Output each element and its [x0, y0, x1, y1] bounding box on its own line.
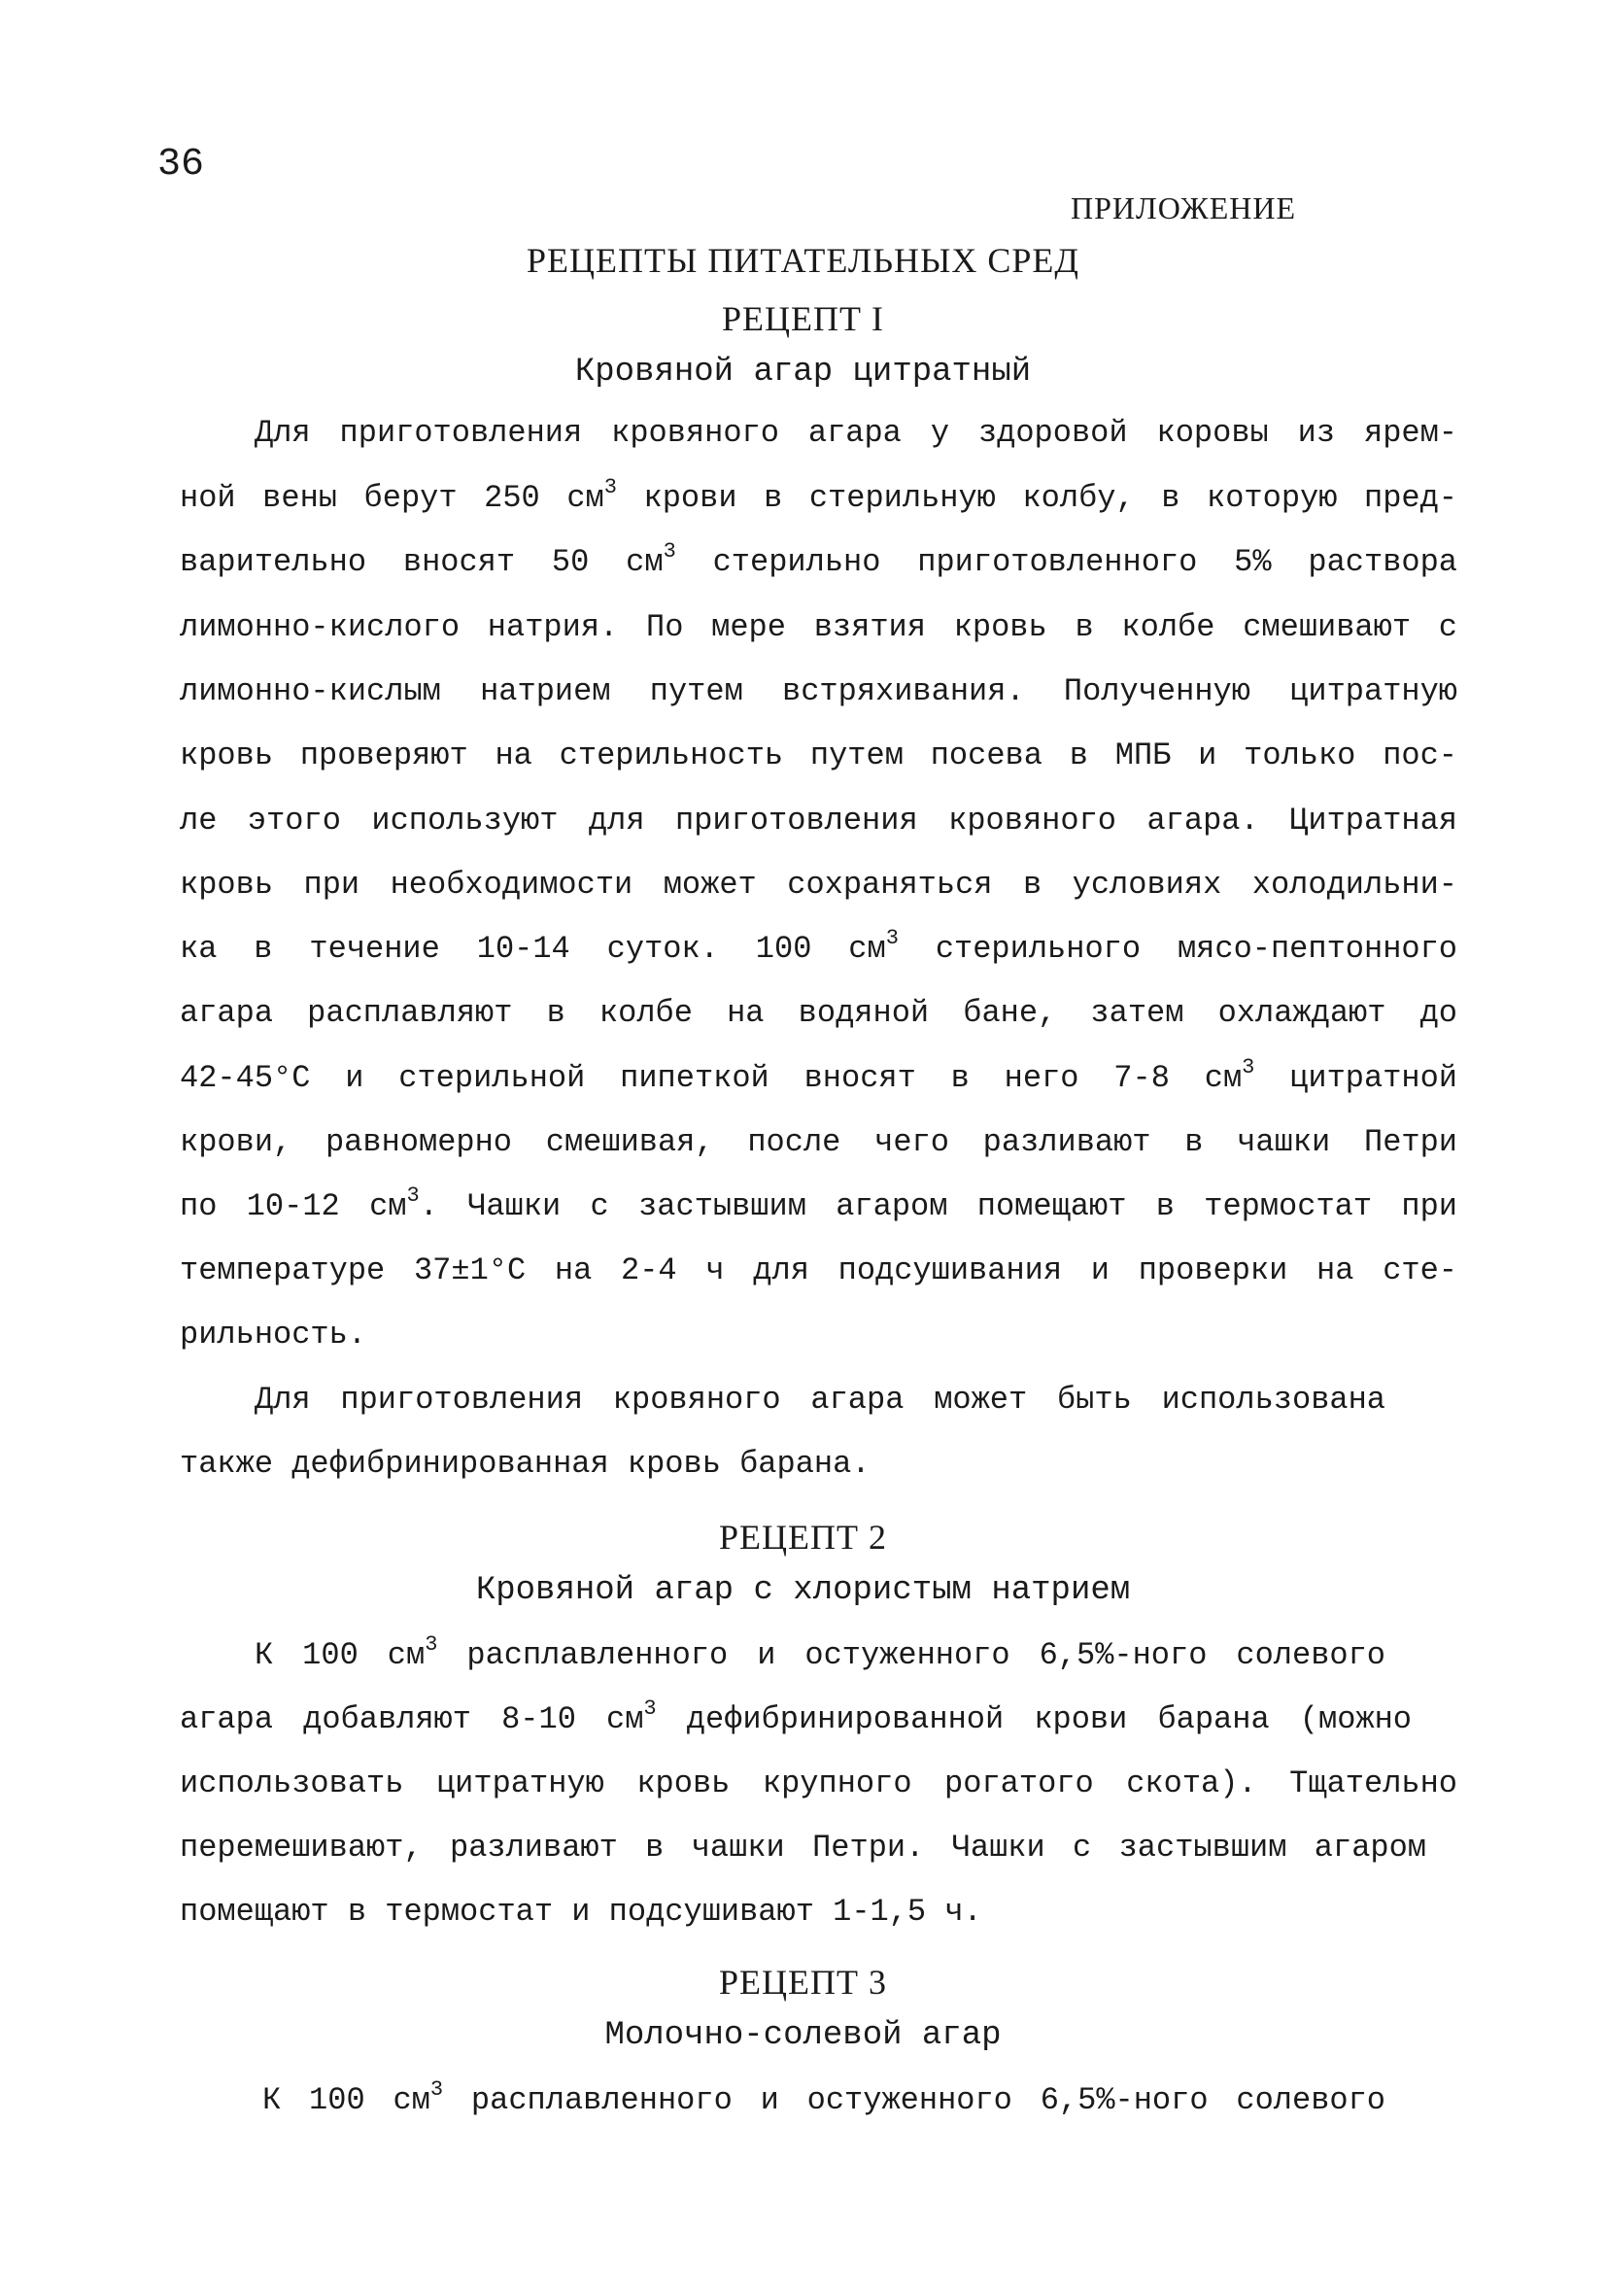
recipe-1-line: по 10-12 $см^3$. Чашки с застывшим агаром помещают в термостат при — [180, 1183, 1458, 1224]
recipe-1-line: ле этого используют для приготовления кровяного агара. Цитратная — [180, 803, 1457, 839]
recipe-1-name: Кровяной агар цитратный — [574, 354, 1032, 391]
recipe-1-line: Для приготовления кровяного агара может быть использована — [255, 1382, 1385, 1418]
recipe-2-heading: РЕЦЕПТ 2 — [719, 1518, 887, 1557]
recipe-1-line: лимонно-кислым натрием путем встряхивания. Полученную цитратную — [180, 673, 1457, 709]
recipe-2-line: К 100 $см^3$ расплавленного и остуженного 6,5%-ного солевого — [255, 1632, 1386, 1673]
recipe-1-line: агара расплавляют в колбе на водяной бане, затем охлаждают до — [180, 995, 1457, 1031]
recipe-1-line: рильность. — [180, 1317, 367, 1353]
recipe-1-line: кровь при необходимости может сохраняться в условиях холодильни- — [180, 867, 1457, 903]
recipe-1-heading: РЕЦЕПТ I — [722, 299, 884, 338]
recipe-1-line: температуре 37±1°С на 2-4 ч для подсушивания и проверки на сте- — [180, 1252, 1457, 1288]
recipe-3-name: Молочно-солевой агар — [604, 2017, 1002, 2054]
recipe-1-line: 42-45°С и стерильной пипеткой вносят в него 7-8 $см^3$ цитратной — [180, 1055, 1458, 1096]
recipe-1-line: крови, равномерно смешивая, после чего разливают в чашки Петри — [180, 1124, 1457, 1160]
page-number: 36 — [157, 143, 205, 187]
recipe-3-heading: РЕЦЕПТ 3 — [719, 1963, 887, 2002]
recipe-1-line: лимонно-кислого натрия. По мере взятия кровь в колбе смешивают с — [180, 609, 1457, 645]
recipe-2-line: помещают в термостат и подсушивают 1-1,5 ч. — [180, 1894, 982, 1930]
recipe-2-line: перемешивают, разливают в чашки Петри. Чашки с застывшим агаром — [180, 1830, 1426, 1866]
section-title: РЕЦЕПТЫ ПИТАТЕЛЬНЫХ СРЕД — [527, 241, 1079, 280]
recipe-3-line: К 100 $см^3$ расплавленного и остуженного 6,5%-ного солевого — [262, 2077, 1386, 2118]
recipe-1-line: также дефибринированная кровь барана. — [180, 1446, 871, 1482]
appendix-label: ПРИЛОЖЕНИЕ — [1071, 190, 1297, 225]
recipe-2-line: использовать цитратную кровь крупного рогатого скота). Тщательно — [180, 1765, 1457, 1801]
recipe-1-line: ной вены берут 250 $см^3$ крови в стерильную колбу, в которую пред- — [180, 475, 1458, 516]
recipe-2-name: Кровяной агар с хлористым натрием — [475, 1572, 1131, 1609]
recipe-1-line: варительно вносят 50 $см^3$ стерильно приготовленного 5% раствора — [180, 539, 1458, 580]
recipe-1-line: Для приготовления кровяного агара у здоровой коровы из ярем- — [255, 415, 1457, 451]
recipe-2-line: агара добавляют 8-10 $см^3$ дефибринированной крови барана (можно — [180, 1696, 1413, 1737]
recipe-1-line: кровь проверяют на стерильность путем посева в МПБ и только пос- — [180, 737, 1457, 773]
recipe-1-line: ка в течение 10-14 суток. 100 $см^3$ стерильного мясо-пептонного — [180, 926, 1458, 967]
